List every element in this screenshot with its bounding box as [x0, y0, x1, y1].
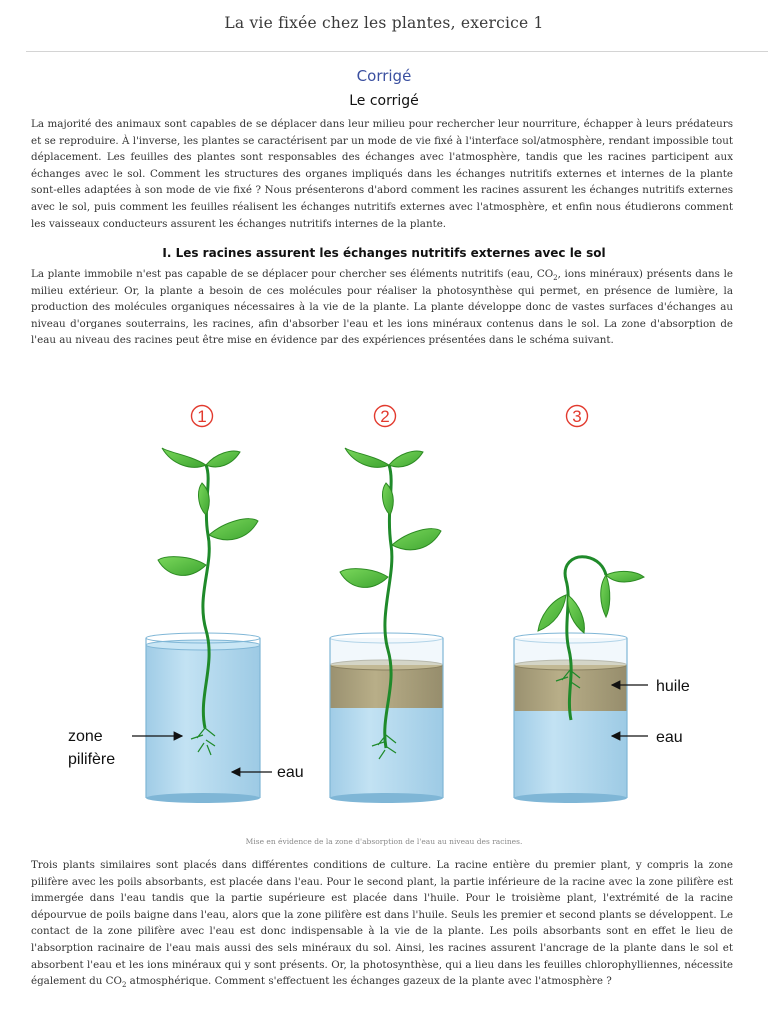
section-heading: Corrigé [356, 67, 412, 85]
section1-text-a: La plante immobile n'est pas capable de se déplacer pour chercher ses éléments nutritifs (eau, CO [31, 268, 554, 280]
number-marker-3 [567, 406, 588, 427]
label-pilifere: pilifère [68, 751, 116, 768]
page-title: La vie fixée chez les plantes, exercice 1 [224, 14, 544, 32]
header-divider [26, 51, 768, 52]
conclusion-text-b: atmosphérique. Comment s'effectuent les échanges gazeux de la plante avec l'atmosphère ? [126, 975, 612, 988]
experiment-figure [0, 395, 768, 815]
label-eau-3-text: eau [656, 729, 683, 746]
co2-subscript: 2 [553, 274, 558, 283]
figure-caption: Mise en évidence de la zone d'absorption de l'eau au niveau des racines. [245, 837, 523, 846]
number-1: 1 [197, 407, 207, 426]
number-marker-2 [375, 406, 396, 427]
experiment-diagram [0, 395, 768, 815]
section1-text-b: , ions minéraux) présents dans le milieu extérieur. Or, la plante a besoin de ces molécules pour réaliser la photosynthèse qui permet, en présence de lumière, la production des molécules organiques nécessaires à la vie de la plante. La plante développe donc de vastes surfaces d'échanges au niveau d'organes souterrains, les racines, afin d'absorber l'eau et les ions minéraux contenus dans le sol. La zone d'absorption de l'eau au niveau des racines peut être mise en évidence par des expériences présentées dans le schéma suivant. [31, 268, 733, 347]
label-eau-1-text: eau [277, 764, 304, 781]
subheading: Le corrigé [349, 93, 419, 109]
section1-paragraph [31, 266, 733, 349]
label-zone: zone [68, 728, 103, 745]
conclusion-text-a: Trois plants similaires sont placés dans différentes conditions de culture. La racine entière du premier plant, y compris la zone pilifère avec les poils absorbants, est placée dans l'eau. Pour le second plant, la partie inférieure de la racine avec la zone pilifère est immergée dans l'eau tandis que la partie supérieure est placée dans l'huile. Pour le troisième plant, l'extrémité de la racine dépourvue de poils baigne dans l'eau, alors que la zone pilifère est dans l'huile. Seuls les premier et second plants se développent. Le contact de la zone pilifère avec l'eau est donc indispensable à la vie de la plante. Les poils absorbants sont en effet le lieu de l'absorption racinaire de l'eau mais aussi des sels minéraux du sol. Ainsi, les racines assurent l'ancrage de la plante dans le sol et absorbent l'eau et les ions minéraux qui y sont présents. Or, la photosynthèse, qui a lieu dans les feuilles chlorophylliennes, nécessite également du CO [31, 859, 733, 988]
conclusion-paragraph [31, 857, 733, 990]
number-3: 3 [572, 407, 582, 426]
number-2: 2 [380, 407, 390, 426]
page-header [0, 0, 768, 52]
co2-subscript-2: 2 [121, 981, 127, 990]
section1-heading: I. Les racines assurent les échanges nutritifs externes avec le sol [162, 246, 606, 260]
number-marker-1 [192, 406, 213, 427]
label-huile-text: huile [656, 678, 690, 695]
intro-paragraph: La majorité des animaux sont capables de se déplacer dans leur milieu pour rechercher leur nourriture, échapper à leurs prédateurs et se reproduire. À l'inverse, les plantes se caractérisent par un mode de vie fixé à l'interface sol/atmosphère, rendant impossible tout déplacement. Les feuilles des plantes sont responsables des échanges avec l'atmosphère, tandis que les racines participent aux échanges avec le sol. Comment les structures des organes impliqués dans les échanges nutritifs externes et internes de la plante sont-elles adaptées à son mode de vie fixé ? Nous présenterons d'abord comment les racines assurent les échanges nutritifs externes avec le sol, puis comment les feuilles réalisent les échanges nutritifs externes avec l'atmosphère, et enfin nous étudierons comment les vaisseaux conducteurs assurent les échanges nutritifs internes de la plante. [31, 118, 733, 230]
